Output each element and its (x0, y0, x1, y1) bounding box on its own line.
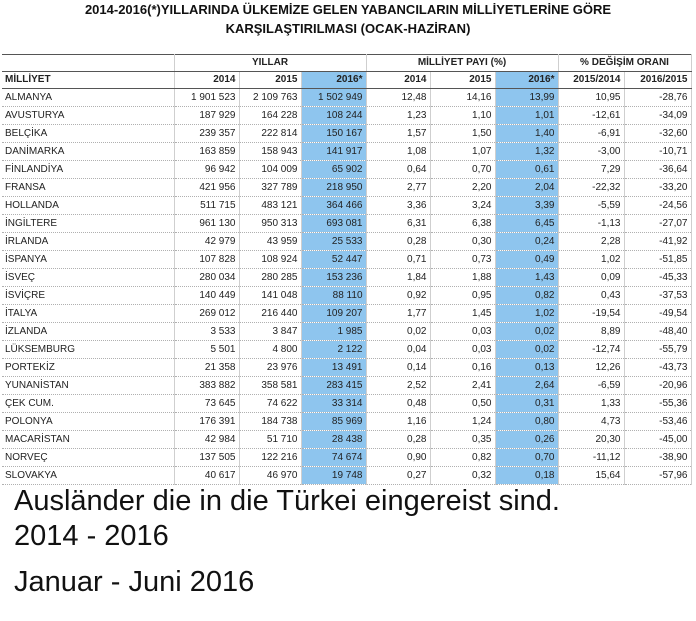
value-cell: -27,07 (624, 215, 691, 233)
nationality-cell: HOLLANDA (2, 197, 174, 215)
value-cell: 42 984 (174, 431, 239, 449)
nationality-cell: PORTEKİZ (2, 359, 174, 377)
value-cell: 141 048 (239, 287, 301, 305)
value-cell: 46 970 (239, 467, 301, 485)
value-cell: 176 391 (174, 413, 239, 431)
value-cell: 2,41 (430, 377, 495, 395)
table-row (2, 467, 691, 485)
value-cell: 1,43 (495, 269, 558, 287)
table-row (2, 233, 691, 251)
table-row (2, 215, 691, 233)
value-cell: 1,23 (366, 107, 430, 125)
value-cell: 2 109 763 (239, 89, 301, 107)
value-cell: 0,35 (430, 431, 495, 449)
nationality-cell: İZLANDA (2, 323, 174, 341)
table-row (2, 143, 691, 161)
value-cell: 1,02 (495, 305, 558, 323)
value-cell: 0,32 (430, 467, 495, 485)
value-cell: 2,04 (495, 179, 558, 197)
value-cell: 327 789 (239, 179, 301, 197)
value-cell: 109 207 (301, 305, 366, 323)
value-cell: 6,38 (430, 215, 495, 233)
value-cell: 1,77 (366, 305, 430, 323)
value-cell: 693 081 (301, 215, 366, 233)
column-header-change-2016-2015: 2016/2015 (624, 72, 691, 89)
value-cell: -43,73 (624, 359, 691, 377)
column-header-nationality: MİLLİYET (2, 72, 174, 89)
value-cell: 0,61 (495, 161, 558, 179)
value-cell: -5,59 (558, 197, 624, 215)
value-cell: -6,59 (558, 377, 624, 395)
value-cell: 1,32 (495, 143, 558, 161)
value-cell: -19,54 (558, 305, 624, 323)
value-cell: 122 216 (239, 449, 301, 467)
value-cell: 43 959 (239, 233, 301, 251)
value-cell: 104 009 (239, 161, 301, 179)
value-cell: 6,45 (495, 215, 558, 233)
value-cell: -51,85 (624, 251, 691, 269)
value-cell: -36,64 (624, 161, 691, 179)
value-cell: 1,88 (430, 269, 495, 287)
value-cell: 216 440 (239, 305, 301, 323)
value-cell: 1,07 (430, 143, 495, 161)
value-cell: 3,36 (366, 197, 430, 215)
nationality-cell: DANİMARKA (2, 143, 174, 161)
group-header-share: MİLLİYET PAYI (%) (366, 55, 558, 72)
value-cell: -41,92 (624, 233, 691, 251)
value-cell: 218 950 (301, 179, 366, 197)
value-cell: -3,00 (558, 143, 624, 161)
nationality-cell: FİNLANDİYA (2, 161, 174, 179)
value-cell: 0,27 (366, 467, 430, 485)
nationality-cell: NORVEÇ (2, 449, 174, 467)
value-cell: 88 110 (301, 287, 366, 305)
table-row (2, 449, 691, 467)
value-cell: 0,90 (366, 449, 430, 467)
value-cell: 1,08 (366, 143, 430, 161)
value-cell: 74 622 (239, 395, 301, 413)
value-cell: 283 415 (301, 377, 366, 395)
value-cell: 2,28 (558, 233, 624, 251)
value-cell: 0,16 (430, 359, 495, 377)
value-cell: 1,50 (430, 125, 495, 143)
value-cell: 13,99 (495, 89, 558, 107)
value-cell: 25 533 (301, 233, 366, 251)
table-row (2, 107, 691, 125)
value-cell: 28 438 (301, 431, 366, 449)
value-cell: -1,13 (558, 215, 624, 233)
value-cell: -57,96 (624, 467, 691, 485)
value-cell: -6,91 (558, 125, 624, 143)
table-row (2, 161, 691, 179)
value-cell: 1,84 (366, 269, 430, 287)
table-row (2, 413, 691, 431)
value-cell: 0,71 (366, 251, 430, 269)
value-cell: 153 236 (301, 269, 366, 287)
nationality-cell: İTALYA (2, 305, 174, 323)
value-cell: 158 943 (239, 143, 301, 161)
value-cell: 12,48 (366, 89, 430, 107)
value-cell: 33 314 (301, 395, 366, 413)
table-row (2, 125, 691, 143)
nationality-cell: İRLANDA (2, 233, 174, 251)
value-cell: -24,56 (624, 197, 691, 215)
value-cell: 108 244 (301, 107, 366, 125)
nationality-cell: BELÇİKA (2, 125, 174, 143)
value-cell: 0,28 (366, 233, 430, 251)
value-cell: 280 034 (174, 269, 239, 287)
value-cell: 10,95 (558, 89, 624, 107)
value-cell: 3,39 (495, 197, 558, 215)
title-line-1: 2014-2016(*)YILLARINDA ÜLKEMİZE GELEN YABANCILARIN MİLLİYETLERİNE GÖRE (84, 2, 612, 17)
value-cell: 96 942 (174, 161, 239, 179)
value-cell: 269 012 (174, 305, 239, 323)
value-cell: 2,52 (366, 377, 430, 395)
nationality-cell: YUNANİSTAN (2, 377, 174, 395)
value-cell: 0,02 (366, 323, 430, 341)
value-cell: 0,31 (495, 395, 558, 413)
value-cell: 1,02 (558, 251, 624, 269)
column-header-share-2014: 2014 (366, 72, 430, 89)
value-cell: 1,16 (366, 413, 430, 431)
nationality-cell: MACARİSTAN (2, 431, 174, 449)
table-row (2, 179, 691, 197)
value-cell: 0,50 (430, 395, 495, 413)
value-cell: -48,40 (624, 323, 691, 341)
column-header-years-2015: 2015 (239, 72, 301, 89)
value-cell: -11,12 (558, 449, 624, 467)
nationality-cell: İSPANYA (2, 251, 174, 269)
value-cell: -12,74 (558, 341, 624, 359)
value-cell: 1,01 (495, 107, 558, 125)
caption-line-1: Ausländer die in die Türkei eingereist sind. (14, 485, 560, 517)
value-cell: 2,77 (366, 179, 430, 197)
value-cell: 2,20 (430, 179, 495, 197)
value-cell: 3 533 (174, 323, 239, 341)
value-cell: -49,54 (624, 305, 691, 323)
value-cell: 7,29 (558, 161, 624, 179)
value-cell: 0,28 (366, 431, 430, 449)
value-cell: 8,89 (558, 323, 624, 341)
nationality-cell: LÜKSEMBURG (2, 341, 174, 359)
table-row (2, 359, 691, 377)
nationality-cell: İSVEÇ (2, 269, 174, 287)
table-row (2, 197, 691, 215)
value-cell: 23 976 (239, 359, 301, 377)
value-cell: 20,30 (558, 431, 624, 449)
nationality-cell: AVUSTURYA (2, 107, 174, 125)
nationality-cell: ALMANYA (2, 89, 174, 107)
value-cell: 1,10 (430, 107, 495, 125)
value-cell: -53,46 (624, 413, 691, 431)
table-row (2, 269, 691, 287)
nationality-cell: İNGİLTERE (2, 215, 174, 233)
value-cell: 15,64 (558, 467, 624, 485)
value-cell: 0,18 (495, 467, 558, 485)
value-cell: 1 901 523 (174, 89, 239, 107)
value-cell: 0,82 (495, 287, 558, 305)
value-cell: 51 710 (239, 431, 301, 449)
value-cell: 21 358 (174, 359, 239, 377)
value-cell: 0,03 (430, 323, 495, 341)
value-cell: 0,43 (558, 287, 624, 305)
value-cell: 0,03 (430, 341, 495, 359)
value-cell: 73 645 (174, 395, 239, 413)
value-cell: 150 167 (301, 125, 366, 143)
nationality-cell: İSVİÇRE (2, 287, 174, 305)
value-cell: -38,90 (624, 449, 691, 467)
value-cell: 107 828 (174, 251, 239, 269)
value-cell: 40 617 (174, 467, 239, 485)
value-cell: -20,96 (624, 377, 691, 395)
value-cell: 5 501 (174, 341, 239, 359)
value-cell: 4 800 (239, 341, 301, 359)
column-header-row (2, 72, 691, 89)
value-cell: 52 447 (301, 251, 366, 269)
nationality-cell: FRANSA (2, 179, 174, 197)
value-cell: 1,40 (495, 125, 558, 143)
value-cell: -33,20 (624, 179, 691, 197)
table-row (2, 341, 691, 359)
group-header-change: % DEĞİŞİM ORANI (558, 55, 691, 72)
value-cell: 1,33 (558, 395, 624, 413)
value-cell: 2 122 (301, 341, 366, 359)
value-cell: 3 847 (239, 323, 301, 341)
value-cell: 2,64 (495, 377, 558, 395)
value-cell: 1,24 (430, 413, 495, 431)
value-cell: 0,26 (495, 431, 558, 449)
value-cell: 108 924 (239, 251, 301, 269)
value-cell: 0,80 (495, 413, 558, 431)
value-cell: 19 748 (301, 467, 366, 485)
column-header-years-2014: 2014 (174, 72, 239, 89)
value-cell: 0,92 (366, 287, 430, 305)
value-cell: 187 929 (174, 107, 239, 125)
value-cell: 961 130 (174, 215, 239, 233)
value-cell: 222 814 (239, 125, 301, 143)
value-cell: -12,61 (558, 107, 624, 125)
value-cell: 0,73 (430, 251, 495, 269)
caption-line-3: Januar - Juni 2016 (14, 566, 255, 598)
value-cell: 184 738 (239, 413, 301, 431)
column-header-years-2016: 2016* (301, 72, 366, 89)
nationality-cell: SLOVAKYA (2, 467, 174, 485)
value-cell: 14,16 (430, 89, 495, 107)
table-row (2, 377, 691, 395)
group-header-row (2, 55, 691, 72)
value-cell: 42 979 (174, 233, 239, 251)
value-cell: 163 859 (174, 143, 239, 161)
value-cell: 280 285 (239, 269, 301, 287)
value-cell: 0,82 (430, 449, 495, 467)
value-cell: 0,48 (366, 395, 430, 413)
value-cell: 0,13 (495, 359, 558, 377)
table-row (2, 287, 691, 305)
value-cell: 1 502 949 (301, 89, 366, 107)
value-cell: 85 969 (301, 413, 366, 431)
value-cell: 3,24 (430, 197, 495, 215)
nationality-cell: ÇEK CUM. (2, 395, 174, 413)
value-cell: 358 581 (239, 377, 301, 395)
value-cell: 0,95 (430, 287, 495, 305)
value-cell: -34,09 (624, 107, 691, 125)
nationality-cell: POLONYA (2, 413, 174, 431)
value-cell: -55,36 (624, 395, 691, 413)
value-cell: 0,02 (495, 341, 558, 359)
value-cell: -28,76 (624, 89, 691, 107)
value-cell: 0,64 (366, 161, 430, 179)
value-cell: 0,70 (430, 161, 495, 179)
value-cell: 0,02 (495, 323, 558, 341)
value-cell: 6,31 (366, 215, 430, 233)
column-header-change-2015-2014: 2015/2014 (558, 72, 624, 89)
value-cell: 164 228 (239, 107, 301, 125)
value-cell: 0,49 (495, 251, 558, 269)
table-row (2, 395, 691, 413)
value-cell: 1,57 (366, 125, 430, 143)
value-cell: 140 449 (174, 287, 239, 305)
column-header-share-2016: 2016* (495, 72, 558, 89)
value-cell: 0,04 (366, 341, 430, 359)
value-cell: 0,14 (366, 359, 430, 377)
table-row (2, 305, 691, 323)
value-cell: 1,45 (430, 305, 495, 323)
value-cell: 950 313 (239, 215, 301, 233)
value-cell: 141 917 (301, 143, 366, 161)
value-cell: -55,79 (624, 341, 691, 359)
value-cell: 483 121 (239, 197, 301, 215)
title-line-2: KARŞILAŞTIRILMASI (OCAK-HAZİRAN) (225, 21, 471, 36)
value-cell: 383 882 (174, 377, 239, 395)
value-cell: 421 956 (174, 179, 239, 197)
value-cell: -22,32 (558, 179, 624, 197)
value-cell: 364 466 (301, 197, 366, 215)
value-cell: 137 505 (174, 449, 239, 467)
value-cell: 0,24 (495, 233, 558, 251)
value-cell: 0,09 (558, 269, 624, 287)
value-cell: 12,26 (558, 359, 624, 377)
value-cell: -10,71 (624, 143, 691, 161)
value-cell: 65 902 (301, 161, 366, 179)
value-cell: 4,73 (558, 413, 624, 431)
table-row (2, 431, 691, 449)
value-cell: 74 674 (301, 449, 366, 467)
table-row (2, 323, 691, 341)
table-row (2, 89, 691, 107)
page-title (0, 0, 696, 38)
value-cell: 13 491 (301, 359, 366, 377)
value-cell: 239 357 (174, 125, 239, 143)
value-cell: 0,70 (495, 449, 558, 467)
value-cell: 511 715 (174, 197, 239, 215)
group-header-years: YILLAR (174, 55, 366, 72)
table-row (2, 251, 691, 269)
value-cell: -32,60 (624, 125, 691, 143)
value-cell: 1 985 (301, 323, 366, 341)
column-header-share-2015: 2015 (430, 72, 495, 89)
value-cell: -37,53 (624, 287, 691, 305)
caption-line-2: 2014 - 2016 (14, 520, 169, 552)
value-cell: 0,30 (430, 233, 495, 251)
value-cell: -45,33 (624, 269, 691, 287)
nationality-table (2, 54, 692, 485)
value-cell: -45,00 (624, 431, 691, 449)
